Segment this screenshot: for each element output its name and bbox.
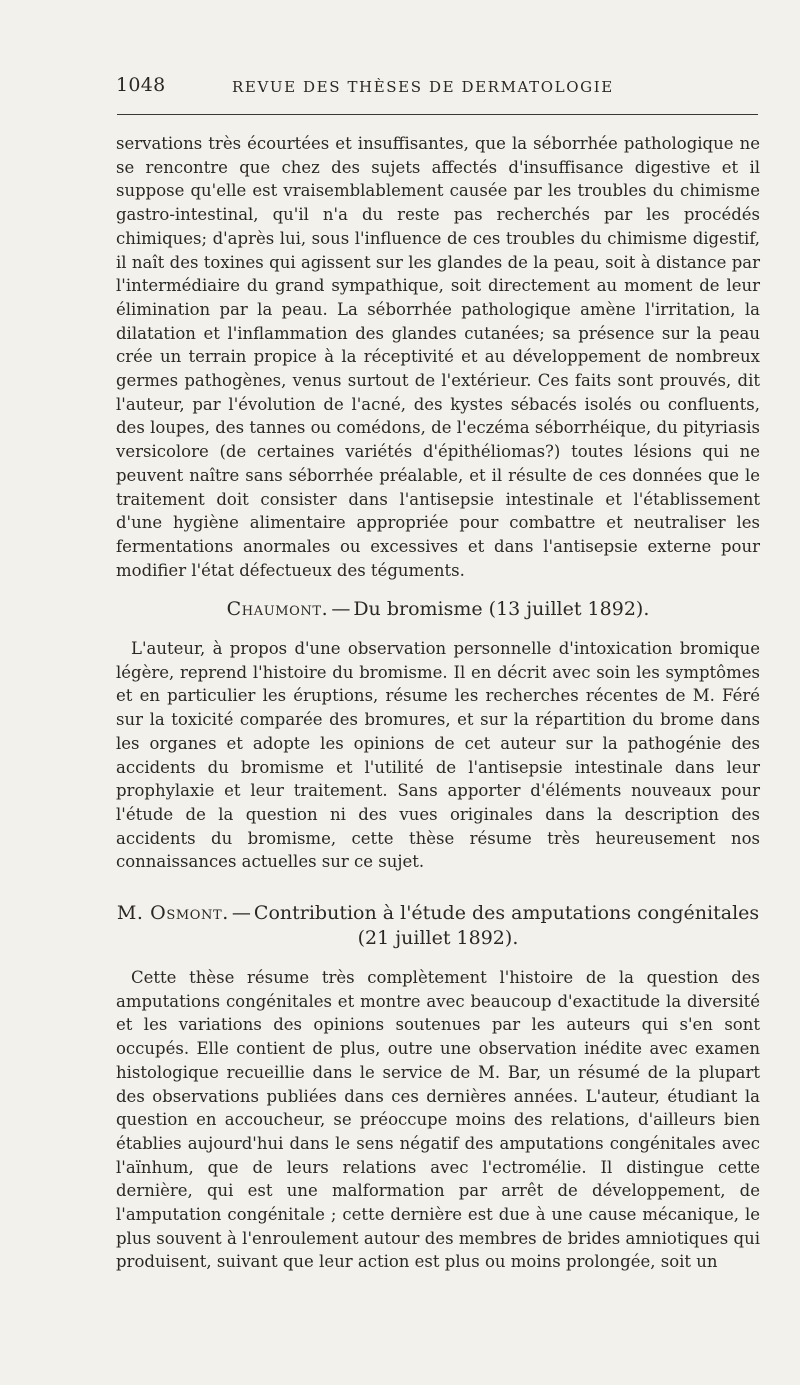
thesis-body-chaumont: [116, 637, 760, 874]
thesis-title: Du bromisme (13 juillet 1892).: [353, 598, 650, 620]
thesis-paragraph: L'auteur, à propos d'une observation personnelle d'intoxication bromique légère, reprend l'histoire du bromisme. Il en décrit avec soin les symptômes et en particulier les éruptions, résume les recherches récentes de M. Féré sur la toxicité comparée des bromures, et sur la répartition du brome dans les organes et adopte les opinions de cet auteur sur la pathogénie des accidents du bromisme et l'utilité de l'antisepsie intestinale dans leur prophylaxie et leur traitement. Sans apporter d'éléments nouveaux pour l'étude de la question ni des vues originales dans la description des accidents du bromisme, cette thèse résume très heureusement nos connaissances actuelles sur ce sujet.: [116, 639, 760, 872]
header-rule: [117, 114, 758, 115]
thesis-body-osmont: [116, 966, 760, 1274]
heading-separator: —: [231, 902, 251, 924]
thesis-title-date: (21 juillet 1892).: [357, 927, 519, 949]
thesis-heading-osmont: [116, 901, 760, 951]
heading-separator: —: [331, 598, 351, 620]
continuation-paragraph: servations très écourtées et insuffisantes, que la séborrhée pathologique ne se rencontre que chez des sujets affectés d'insuffisance digestive et il suppose qu'elle est vraisemblablement causée par les troubles du chimisme gastro-intestinal, qu'il n'a du reste pas recherchés par les procédés chimiques; d'après lui, sous l'influence de ces troubles du chimisme digestif, il naît des toxines qui agissent sur les glandes de la peau, soit à distance par l'intermédiaire du grand sympathique, soit directement au moment de leur élimination par la peau. La séborrhée pathologique amène l'irritation, la dilatation et l'inflammation des glandes cutanées; sa présence sur la peau crée un terrain propice à la réceptivité et au développement de nombreux germes pathogènes, venus surtout de l'extérieur. Ces faits sont prouvés, dit l'auteur, par l'évolution de l'acné, des kystes sébacés isolés ou confluents, des loupes, des tannes ou comédons, de l'eczéma séborrhéique, du pityriasis versicolore (de certaines variétés d'épithéliomas?) toutes lésions qui ne peuvent naître sans séborrhée préalable, et il résulte de ces données que le traitement doit consister dans l'antisepsie intestinale et l'établissement d'une hygiène alimentaire appropriée pour combattre et neutraliser les fermentations anormales ou excessives et dans l'antisepsie externe pour modifier l'état défectueux des téguments.: [116, 134, 760, 580]
thesis-paragraph: Cette thèse résume très complètement l'histoire de la question des amputations congénitales et montre avec beaucoup d'exactitude la diversité et les variations des opinions soutenues par les auteurs qui s'en sont occupés. Elle contient de plus, outre une observation inédite avec examen histologique recueillie dans le service de M. Bar, un résumé de la plupart des observations publiées dans ces dernières années. L'auteur, étudiant la question en accoucheur, se préoccupe moins des relations, d'ailleurs bien établies aujourd'hui dans le sens négatif des amputations congénitales avec l'aïnhum, que de leurs relations avec l'ectromélie. Il distingue cette dernière, qui est une malformation par arrêt de développement, de l'amputation congénitale ; cette dernière est due à une cause mécanique, le plus souvent à l'enroulement autour des membres de brides amniotiques qui produisent, suivant que leur action est plus ou moins prolongée, soit un: [116, 968, 760, 1272]
journal-title: REVUE DES THÈSES DE DERMATOLOGIE: [232, 78, 614, 96]
thesis-author: M. Osmont.: [116, 902, 229, 924]
thesis-author: Chaumont.: [226, 598, 329, 620]
running-head: [116, 74, 758, 104]
thesis-heading-chaumont: [116, 597, 760, 622]
page-number: 1048: [116, 74, 166, 96]
thesis-title: Contribution à l'étude des amputations congénitales: [253, 902, 760, 924]
continuation-text: [116, 132, 760, 582]
